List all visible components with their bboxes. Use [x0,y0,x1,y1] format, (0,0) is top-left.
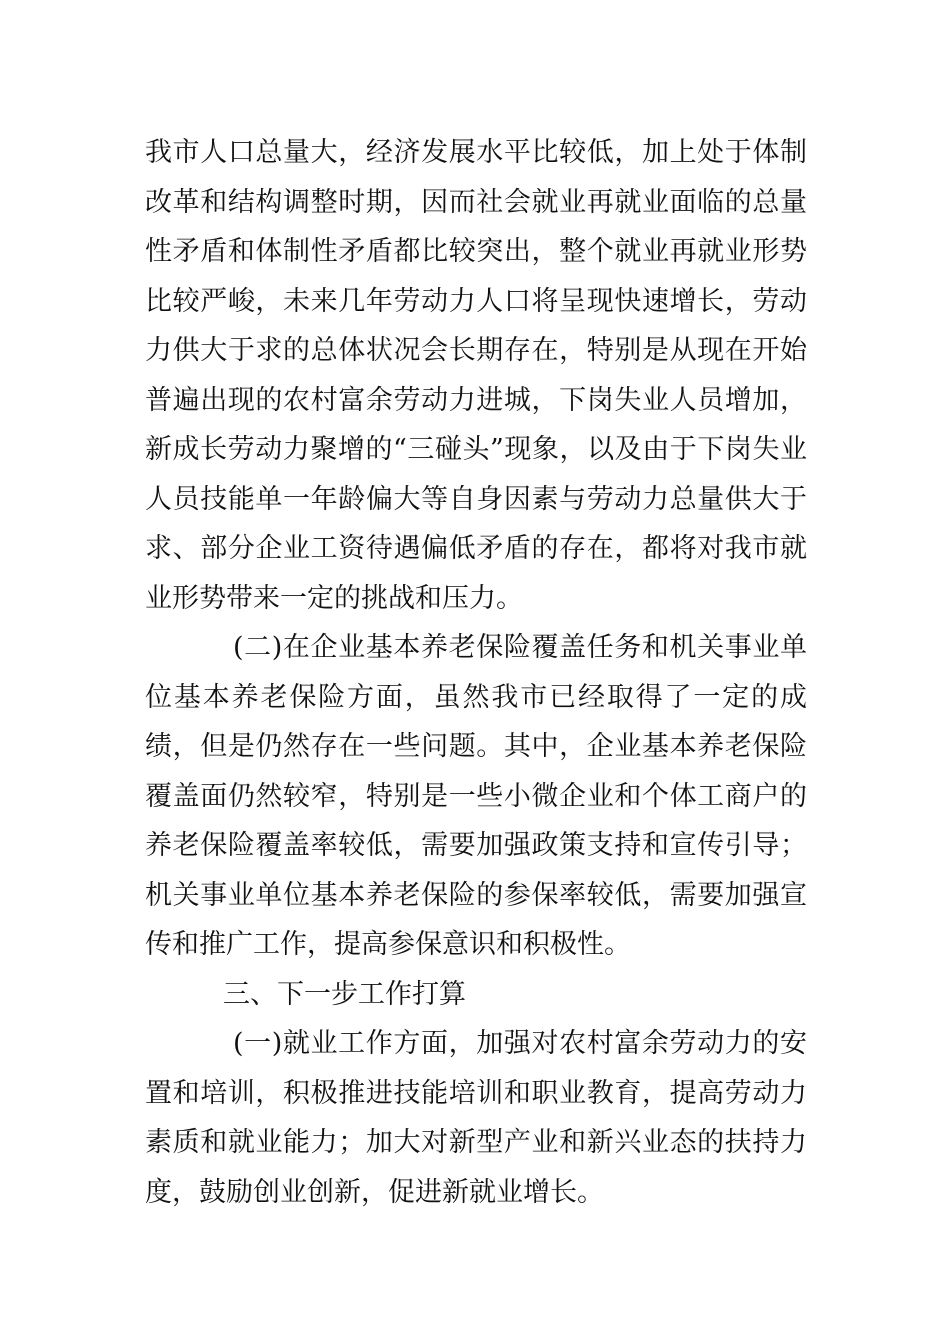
paragraph-employment-situation: 我市人口总量大，经济发展水平比较低，加上处于体制改革和结构调整时期，因而社会就业再就业面临的总量性矛盾和体制性矛盾都比较突出，整个就业再就业形势比较严峻，未来几年劳动力人口将呈现快速增长，劳动力供大于求的总体状况会长期存在，特别是从现在开始普遍出现的农村富余劳动力进城，下岗失业人员增加，新成长劳动力聚增的“三碰头”现象，以及由于下岗失业人员技能单一年龄偏大等自身因素与劳动力总量供大于求、部分企业工资待遇偏低矛盾的存在，都将对我市就业形势带来一定的挑战和压力。 [145,137,807,614]
paragraph-employment-work: (一)就业工作方面，加强对农村富余劳动力的安置和培训，积极推进技能培训和职业教育，提高劳动力素质和就业能力；加大对新型产业和新兴业态的扶持力度，鼓励创业创新，促进新就业增长。 [145,1028,807,1208]
document-body [145,128,807,1217]
paragraph-pension-insurance: (二)在企业基本养老保险覆盖任务和机关事业单位基本养老保险方面，虽然我市已经取得了一定的成绩，但是仍然存在一些问题。其中，企业基本养老保险覆盖面仍然较窄，特别是一些小微企业和个体工商户的养老保险覆盖率较低，需要加强政策支持和宣传引导；机关事业单位基本养老保险的参保率较低，需要加强宣传和推广工作，提高参保意识和积极性。 [145,632,807,960]
section-heading-next-steps: 三、下一步工作打算 [223,978,466,1010]
